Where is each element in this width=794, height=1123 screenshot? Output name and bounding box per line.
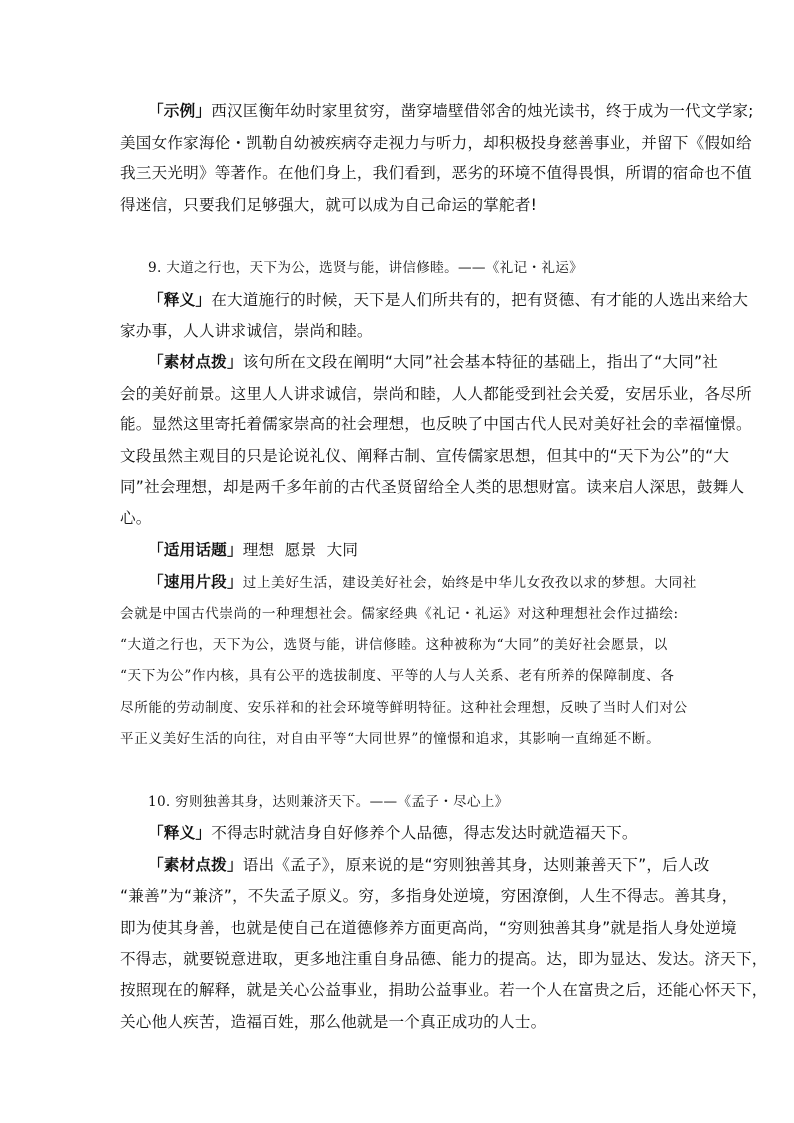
item10-explain-line <box>148 823 638 843</box>
topic-tag: 「适用话题」 <box>148 541 243 559</box>
item9-explain-line-2 <box>120 321 373 341</box>
example-text: 我三天光明》等著作。在他们身上，我们看到，恶劣的环境不值得畏惧，所谓的宿命也不值 <box>120 164 752 182</box>
material-text: “兼善”为“兼济”，不失孟子原义。穷，多指身处逆境，穷困潦倒，人生不得志。善其身， <box>120 887 738 905</box>
item9-material-line-1 <box>148 352 718 372</box>
item9-topic-line <box>148 540 358 560</box>
item10-material-line-1 <box>148 855 710 875</box>
example-text: 美国女作家海伦・凯勒自幼被疾病夺走视力与听力，却积极投身慈善事业，并留下《假如给 <box>120 134 752 152</box>
explain-tag: 「释义」 <box>148 824 212 842</box>
explain-text: 不得志时就洁身自好修养个人品德，得志发达时就造福天下。 <box>211 824 638 842</box>
usage-text: 平正义美好生活的向往，对自由平等“大同世界”的憧憬和追求，其影响一直绵延不断。 <box>120 731 661 747</box>
explain-text: 家办事，人人讲求诚信，崇尚和睦。 <box>120 322 373 340</box>
material-text: 能。显然这里寄托着儒家崇高的社会理想，也反映了中国古代人民对美好社会的幸福憧憬。 <box>120 415 752 433</box>
example-paragraph-line-3 <box>120 163 752 183</box>
item10-material-line-4 <box>120 949 768 969</box>
item9-material-line-6 <box>120 508 152 528</box>
material-text: 不得志，就要锐意进取，更多地注重自身品德、能力的提高。达，即为显达、发达。济天下， <box>120 950 768 968</box>
usage-text: 过上美好生活，建设美好社会，始终是中华儿女孜孜以求的梦想。大同社 <box>242 575 697 591</box>
material-text: 关心他人疾苦，造福百姓，那么他就是一个真正成功的人士。 <box>120 1013 547 1031</box>
item9-usage-line-3 <box>120 635 668 655</box>
material-text: 会的美好前景。这里人人讲求诚信，崇尚和睦，人人都能受到社会关爱，安居乐业，各尽所 <box>120 385 752 403</box>
usage-text: “大道之行也，天下为公，选贤与能，讲信修睦。这种被称为“大同”的美好社会愿景，以 <box>120 637 668 653</box>
item9-material-line-5 <box>120 477 744 497</box>
material-text: 按照现在的解释，就是关心公益事业，捐助公益事业。若一个人在富贵之后，还能心怀天下， <box>120 981 768 999</box>
usage-text: 尽所能的劳动制度、安乐祥和的社会环境等鲜明特征。这种社会理想，反映了当时人们对公 <box>120 700 688 716</box>
item9-usage-line-2 <box>120 604 679 624</box>
item10-material-line-3 <box>120 918 737 938</box>
item9-usage-line-1 <box>148 572 697 593</box>
item9-material-line-3 <box>120 414 752 434</box>
example-text: 得迷信，只要我们足够强大，就可以成为自己命运的掌舵者! <box>120 196 538 214</box>
example-paragraph-line-4 <box>120 195 537 215</box>
item10-material-line-6 <box>120 1012 546 1032</box>
example-text: 西汉匡衡年幼时家里贫穷，凿穿墙壁借邻舍的烛光读书，终于成为一代文学家; <box>211 102 754 120</box>
item9-usage-line-4 <box>120 666 674 686</box>
item10-heading: 10. 穷则独善其身，达则兼济天下。——《孟子・尽心上》 <box>148 794 509 810</box>
topic-text: 理想 愿景 大同 <box>242 541 359 559</box>
example-paragraph-line-2 <box>120 133 752 153</box>
item10-material-line-2 <box>120 886 737 906</box>
material-tag: 「素材点拨」 <box>148 856 243 874</box>
usage-tag: 「速用片段」 <box>148 573 243 591</box>
item9-usage-line-6 <box>120 729 660 749</box>
item9-usage-line-5 <box>120 698 688 718</box>
material-text: 文段虽然主观目的只是论说礼仪、阐释古制、宣传儒家思想，但其中的“天下为公”的“大 <box>120 447 730 465</box>
item9-heading: 9. 大道之行也，天下为公，选贤与能，讲信修睦。——《礼记・礼运》 <box>148 260 584 276</box>
material-text: 同”社会理想，却是两千多年前的古代圣贤留给全人类的思想财富。读来启人深思，鼓舞人 <box>120 478 745 496</box>
explain-text: 在大道施行的时候，天下是人们所共有的，把有贤德、有才能的人选出来给大 <box>211 291 749 309</box>
usage-text: 会就是中国古代崇尚的一种理想社会。儒家经典《礼记・礼运》对这种理想社会作过描绘: <box>120 606 679 622</box>
usage-text: “天下为公”作内核，具有公平的选拔制度、平等的人与人关系、老有所养的保障制度、各 <box>120 668 675 684</box>
item9-material-line-2 <box>120 384 752 404</box>
item9-explain-line-1 <box>148 290 748 310</box>
material-text: 即为使其身善，也就是使自己在道德修养方面更高尚，“穷则独善其身”就是指人身处逆境 <box>120 919 737 937</box>
explain-tag: 「释义」 <box>148 291 212 309</box>
material-tag: 「素材点拨」 <box>148 353 243 371</box>
material-text: 语出《孟子》，原来说的是“穷则独善其身，达则兼善天下”，后人改 <box>242 856 710 874</box>
material-text: 该句所在文段在阐明“大同”社会基本特征的基础上，指出了“大同”社 <box>242 353 719 371</box>
example-tag: 「示例」 <box>148 102 212 120</box>
example-paragraph-line-1 <box>148 101 754 121</box>
material-text: 心。 <box>120 509 152 527</box>
item10-material-line-5 <box>120 980 768 1000</box>
item9-material-line-4 <box>120 446 729 466</box>
